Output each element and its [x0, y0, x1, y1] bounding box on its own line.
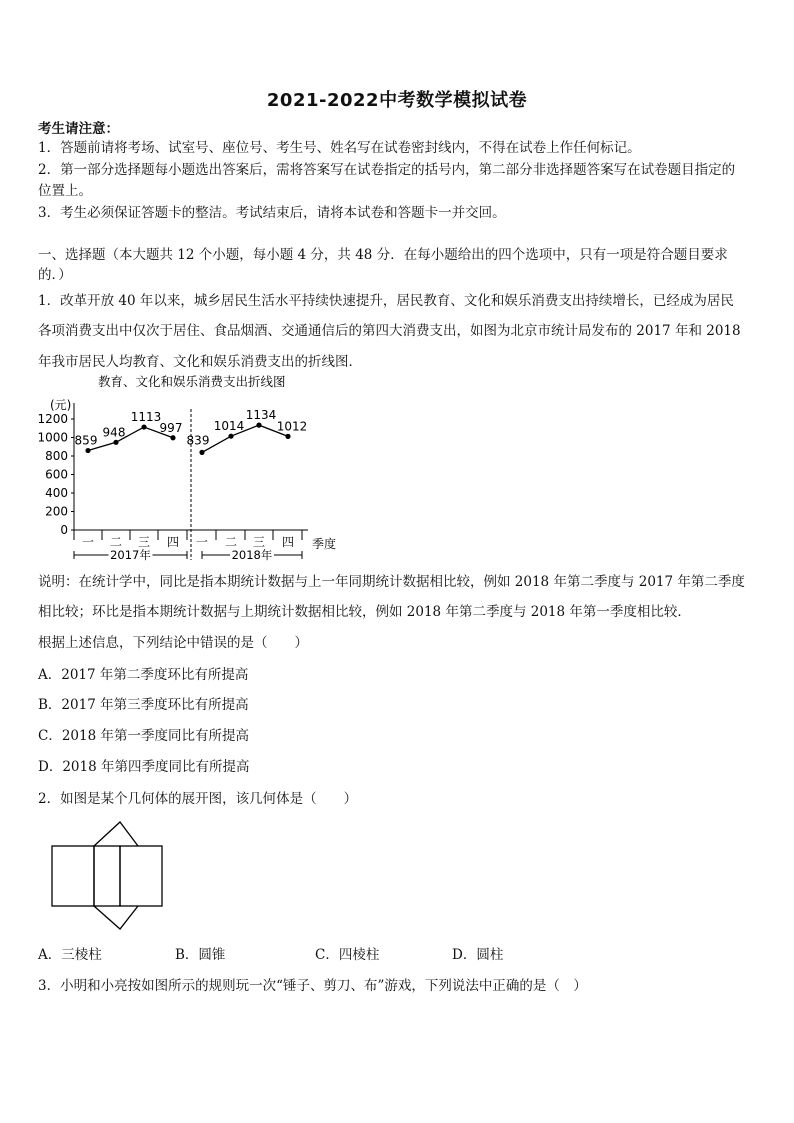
data-label: 1113	[130, 410, 162, 425]
question-1-note: 说明：在统计学中，同比是指本期统计数据与上一年同期统计数据相比较，例如 2018 年第二季度与 2017 年第二季度	[38, 574, 745, 590]
question-1-text: 各项消费支出中仅次于居住、食品烟酒、交通通信后的第四大消费支出，如图为北京市统计局发布的 2017 年和 2018	[38, 323, 741, 339]
option-c[interactable]: C．四棱柱	[315, 947, 380, 963]
section-heading-cont: 的．）	[38, 267, 72, 283]
data-point	[256, 423, 261, 428]
question-1-text: 1．改革开放 40 年以来，城乡居民生活水平持续快速提升，居民教育、文化和娱乐消费支出持续增长，已经成为居民	[38, 293, 734, 309]
y-tick-label: 0	[60, 523, 68, 537]
question-1-stem: 根据上述信息，下列结论中错误的是（ ）	[38, 635, 308, 651]
y-tick-label: 200	[45, 504, 68, 519]
data-point	[199, 450, 204, 455]
data-point	[228, 434, 233, 439]
option-b[interactable]: B．圆锥	[175, 947, 226, 963]
y-tick-label: 1200	[37, 412, 68, 426]
data-label: 1012	[276, 419, 308, 434]
data-label: 1014	[213, 419, 245, 434]
data-point	[113, 440, 118, 445]
option-d[interactable]: D．2018 年第四季度同比有所提高	[38, 759, 250, 775]
question-1-text: 年我市居民人均教育、文化和娱乐消费支出的折线图．	[38, 354, 362, 370]
option-a[interactable]: A．三棱柱	[38, 947, 102, 963]
x-tick-label: 三	[252, 535, 266, 549]
x-axis-label: 季度	[312, 537, 337, 551]
x-tick-label: 四	[281, 535, 295, 549]
x-tick-label: 三	[137, 535, 151, 549]
question-2-stem: 2．如图是某个几何体的展开图，该几何体是（ ）	[38, 791, 358, 807]
data-label: 948	[102, 425, 126, 440]
group-label: 2018年	[231, 548, 273, 562]
page-title: 2021-2022中考数学模拟试卷	[266, 90, 528, 111]
data-label: 1134	[245, 408, 277, 423]
data-point	[170, 435, 175, 440]
notice-item: 3．考生必须保证答题卡的整洁。考试结束后，请将本试卷和答题卡一并交回。	[38, 205, 506, 221]
x-tick-label: 一	[195, 535, 209, 549]
chart-title: 教育、文化和娱乐消费支出折线图	[98, 374, 286, 389]
y-tick-label: 600	[45, 467, 68, 482]
y-axis-label: (元)	[50, 398, 72, 412]
option-a[interactable]: A．2017 年第二季度环比有所提高	[38, 667, 249, 683]
question-1-note: 相比较；环比是指本期统计数据与上期统计数据相比较，例如 2018 年第二季度与 2018 年第一季度相比较．	[38, 604, 691, 620]
notice-item: 2．第一部分选择题每小题选出答案后，需将答案写在试卷指定的括号内，第二部分非选择题答案写在试卷题目指定的	[38, 162, 736, 178]
question-3-stem: 3．小明和小亮按如图所示的规则玩一次“锤子、剪刀、布”游戏，下列说法中正确的是（ ）	[38, 978, 587, 994]
data-label: 839	[186, 433, 210, 448]
x-tick-label: 一	[81, 535, 95, 549]
option-d[interactable]: D．圆柱	[452, 947, 504, 963]
notice-heading: 考生请注意：	[38, 121, 119, 137]
x-tick-label: 二	[109, 535, 123, 549]
option-c[interactable]: C．2018 年第一季度同比有所提高	[38, 728, 249, 744]
group-label: 2017年	[110, 548, 151, 562]
notice-item: 位置上。	[38, 183, 92, 199]
data-label: 997	[159, 420, 183, 435]
data-point	[285, 434, 290, 439]
y-tick-label: 800	[45, 449, 68, 463]
data-point	[141, 424, 146, 429]
section-heading: 一、选择题（本大题共 12 个小题，每小题 4 分，共 48 分．在每小题给出的四个选项中，只有一项是符合题目要求	[38, 247, 728, 263]
prism-net-figure	[48, 820, 168, 932]
data-point	[85, 448, 90, 453]
y-tick-label: 1000	[37, 430, 68, 445]
option-b[interactable]: B．2017 年第三季度环比有所提高	[38, 697, 249, 713]
line-chart	[36, 372, 366, 567]
x-tick-label: 四	[166, 535, 180, 549]
data-label: 859	[74, 433, 98, 448]
notice-item: 1．答题前请将考场、试室号、座位号、考生号、姓名写在试卷密封线内，不得在试卷上作任何标记。	[38, 140, 641, 156]
x-tick-label: 二	[224, 535, 238, 549]
y-tick-label: 400	[45, 486, 68, 500]
